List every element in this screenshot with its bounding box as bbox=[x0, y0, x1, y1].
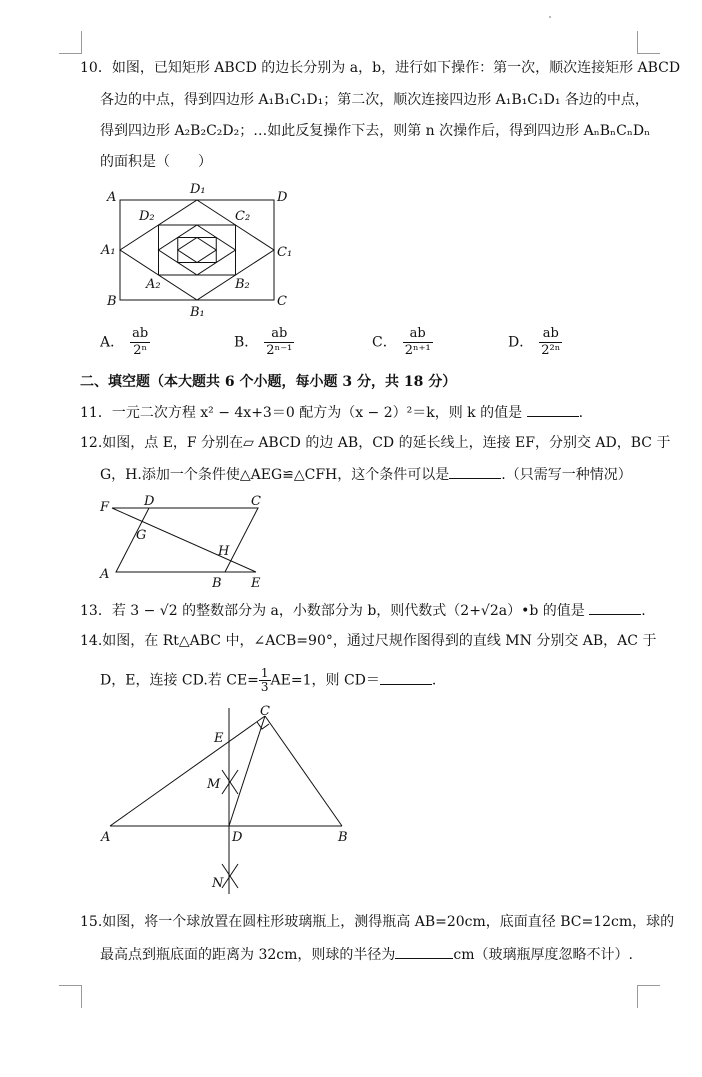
q12-answer-blank[interactable] bbox=[449, 464, 501, 479]
label-D: D bbox=[144, 494, 155, 509]
q15-line-1: 15.如图，将一个球放置在圆柱形玻璃瓶上，测得瓶高 AB=20cm，底面直径 BC=12cm，球的 bbox=[80, 914, 675, 930]
label-B: B bbox=[338, 830, 348, 845]
rhombus-5 bbox=[178, 238, 217, 263]
q12-tail: .（只需写一种情况） bbox=[501, 467, 632, 483]
label-C2: C₂ bbox=[235, 209, 251, 224]
section-heading-fill-in: 二、填空题（本大题共 6 个小题，每小题 3 分，共 18 分） bbox=[80, 374, 457, 390]
q12-text: G，H.添加一个条件使△AEG≌△CFH，这个条件可以是 bbox=[100, 467, 450, 483]
option-c-denominator: 2ⁿ⁺¹ bbox=[404, 343, 431, 358]
label-G: G bbox=[136, 528, 147, 543]
option-a-fraction bbox=[130, 326, 150, 359]
option-a-numerator: ab bbox=[132, 326, 149, 341]
q10-line-1: 10．如图，已知矩形 ABCD 的边长分别为 a，b，进行如下操作：第一次，顺次连接矩形 ABCD bbox=[80, 60, 681, 76]
corner-mark-bottom-right bbox=[637, 985, 660, 1008]
page-dot bbox=[549, 16, 551, 18]
q13-answer-blank[interactable] bbox=[589, 600, 641, 615]
q12-line-1: 12.如图，点 E，F 分别在▱ ABCD 的边 AB，CD 的延长线上，连接 EF，分别交 AD，BC 于 bbox=[80, 435, 671, 451]
label-D: D bbox=[232, 830, 243, 845]
label-B1: B₁ bbox=[190, 305, 205, 320]
q14-frac-num: 1 bbox=[260, 666, 269, 680]
q14-fraction bbox=[259, 667, 271, 694]
q14-answer-blank[interactable] bbox=[380, 670, 432, 685]
label-B: B bbox=[212, 576, 222, 591]
q10-line-3: 得到四边形 A₂B₂C₂D₂；…如此反复操作下去，则第 n 次操作后，得到四边形 AₙBₙCₙDₙ bbox=[100, 123, 651, 139]
label-E: E bbox=[214, 731, 224, 746]
q14-right-triangle-figure bbox=[96, 702, 358, 898]
option-d-fraction bbox=[539, 326, 562, 359]
corner-mark-top-right bbox=[637, 31, 660, 54]
label-C: C bbox=[251, 494, 261, 509]
label-C: C bbox=[260, 704, 270, 719]
q15-text: 最高点到瓶底面的距离为 32cm，则球的半径为 bbox=[100, 947, 396, 963]
option-c-letter: C． bbox=[372, 334, 397, 351]
q13-text: 13．若 3 − √2 的整数部分为 a，小数部分为 b，则代数式（2+√2a）•b 的值是 bbox=[80, 603, 585, 619]
label-M: M bbox=[207, 777, 221, 792]
option-d-denominator: 2²ⁿ bbox=[541, 343, 561, 358]
segment-ef bbox=[112, 508, 256, 572]
option-d-numerator: ab bbox=[539, 326, 562, 343]
rectangle-4 bbox=[178, 238, 217, 263]
option-b-letter: B． bbox=[234, 334, 259, 351]
q14-line-2 bbox=[100, 667, 436, 694]
q15-answer-blank[interactable] bbox=[395, 944, 453, 959]
q12-line-2 bbox=[100, 464, 632, 485]
q10-option-a[interactable] bbox=[100, 326, 150, 359]
q11-text: 11．一元二次方程 x² − 4x+3＝0 配方为（x − 2）²＝k，则 k 的值是 bbox=[80, 405, 523, 421]
q15-tail: cm（玻璃瓶厚度忽略不计）. bbox=[453, 947, 633, 963]
q14-text-a: D，E，连接 CD.若 CE= bbox=[100, 672, 259, 689]
option-c-fraction bbox=[403, 326, 433, 359]
q10-option-d[interactable] bbox=[508, 326, 562, 359]
rhombus-3 bbox=[159, 225, 236, 275]
option-b-fraction bbox=[264, 326, 294, 359]
option-a-denominator: 2ⁿ bbox=[133, 343, 148, 358]
q11-period: . bbox=[578, 405, 584, 421]
label-B2: B₂ bbox=[235, 277, 250, 292]
option-b-numerator: ab bbox=[264, 326, 294, 343]
label-C1: C₁ bbox=[277, 245, 293, 260]
q10-line-4: 的面积是（ ） bbox=[100, 154, 212, 170]
q14-line-1: 14.如图，在 Rt△ABC 中，∠ACB=90°，通过尺规作图得到的直线 MN 分别交 AB，AC 于 bbox=[80, 633, 657, 649]
label-D2: D₂ bbox=[139, 209, 155, 224]
label-N: N bbox=[212, 876, 224, 891]
option-c-numerator: ab bbox=[403, 326, 433, 343]
option-a-letter: A． bbox=[100, 334, 125, 351]
label-C: C bbox=[277, 294, 287, 309]
label-H: H bbox=[218, 544, 230, 559]
label-A: A bbox=[107, 190, 117, 205]
option-b-denominator: 2ⁿ⁻¹ bbox=[266, 343, 293, 358]
rectangle-a2b2c2d2 bbox=[159, 225, 236, 275]
corner-mark-bottom-left bbox=[59, 985, 82, 1008]
label-D: D bbox=[277, 190, 288, 205]
label-A2: A₂ bbox=[146, 277, 161, 292]
corner-mark-top-left bbox=[59, 31, 82, 54]
q10-line-2: 各边的中点，得到四边形 A₁B₁C₁D₁；第二次，顺次连接四边形 A₁B₁C₁D₁ 各边的中点， bbox=[100, 92, 649, 108]
segment-ac bbox=[110, 716, 265, 826]
label-D1: D₁ bbox=[190, 182, 206, 197]
segment-cd bbox=[229, 716, 265, 826]
label-B: B bbox=[107, 294, 117, 309]
q14-frac-den: 3 bbox=[260, 680, 269, 694]
label-E: E bbox=[251, 576, 261, 591]
q13-period: . bbox=[641, 603, 646, 619]
q10-option-c[interactable] bbox=[372, 326, 433, 359]
label-A1: A₁ bbox=[101, 243, 116, 258]
option-d-letter: D． bbox=[508, 334, 534, 351]
q12-parallelogram-figure bbox=[96, 492, 276, 592]
q11-line bbox=[80, 402, 583, 423]
label-A: A bbox=[100, 567, 110, 582]
label-F: F bbox=[100, 500, 110, 515]
q11-answer-blank[interactable] bbox=[527, 402, 579, 417]
q14-text-b: AE=1，则 CD＝ bbox=[270, 672, 380, 689]
q15-line-2 bbox=[100, 944, 633, 965]
label-A: A bbox=[101, 830, 111, 845]
q10-nested-quadrilaterals-figure bbox=[96, 178, 306, 324]
q10-option-b[interactable] bbox=[234, 326, 294, 359]
segment-bc bbox=[265, 716, 342, 826]
q14-period: . bbox=[431, 672, 437, 689]
q13-line bbox=[80, 600, 646, 621]
